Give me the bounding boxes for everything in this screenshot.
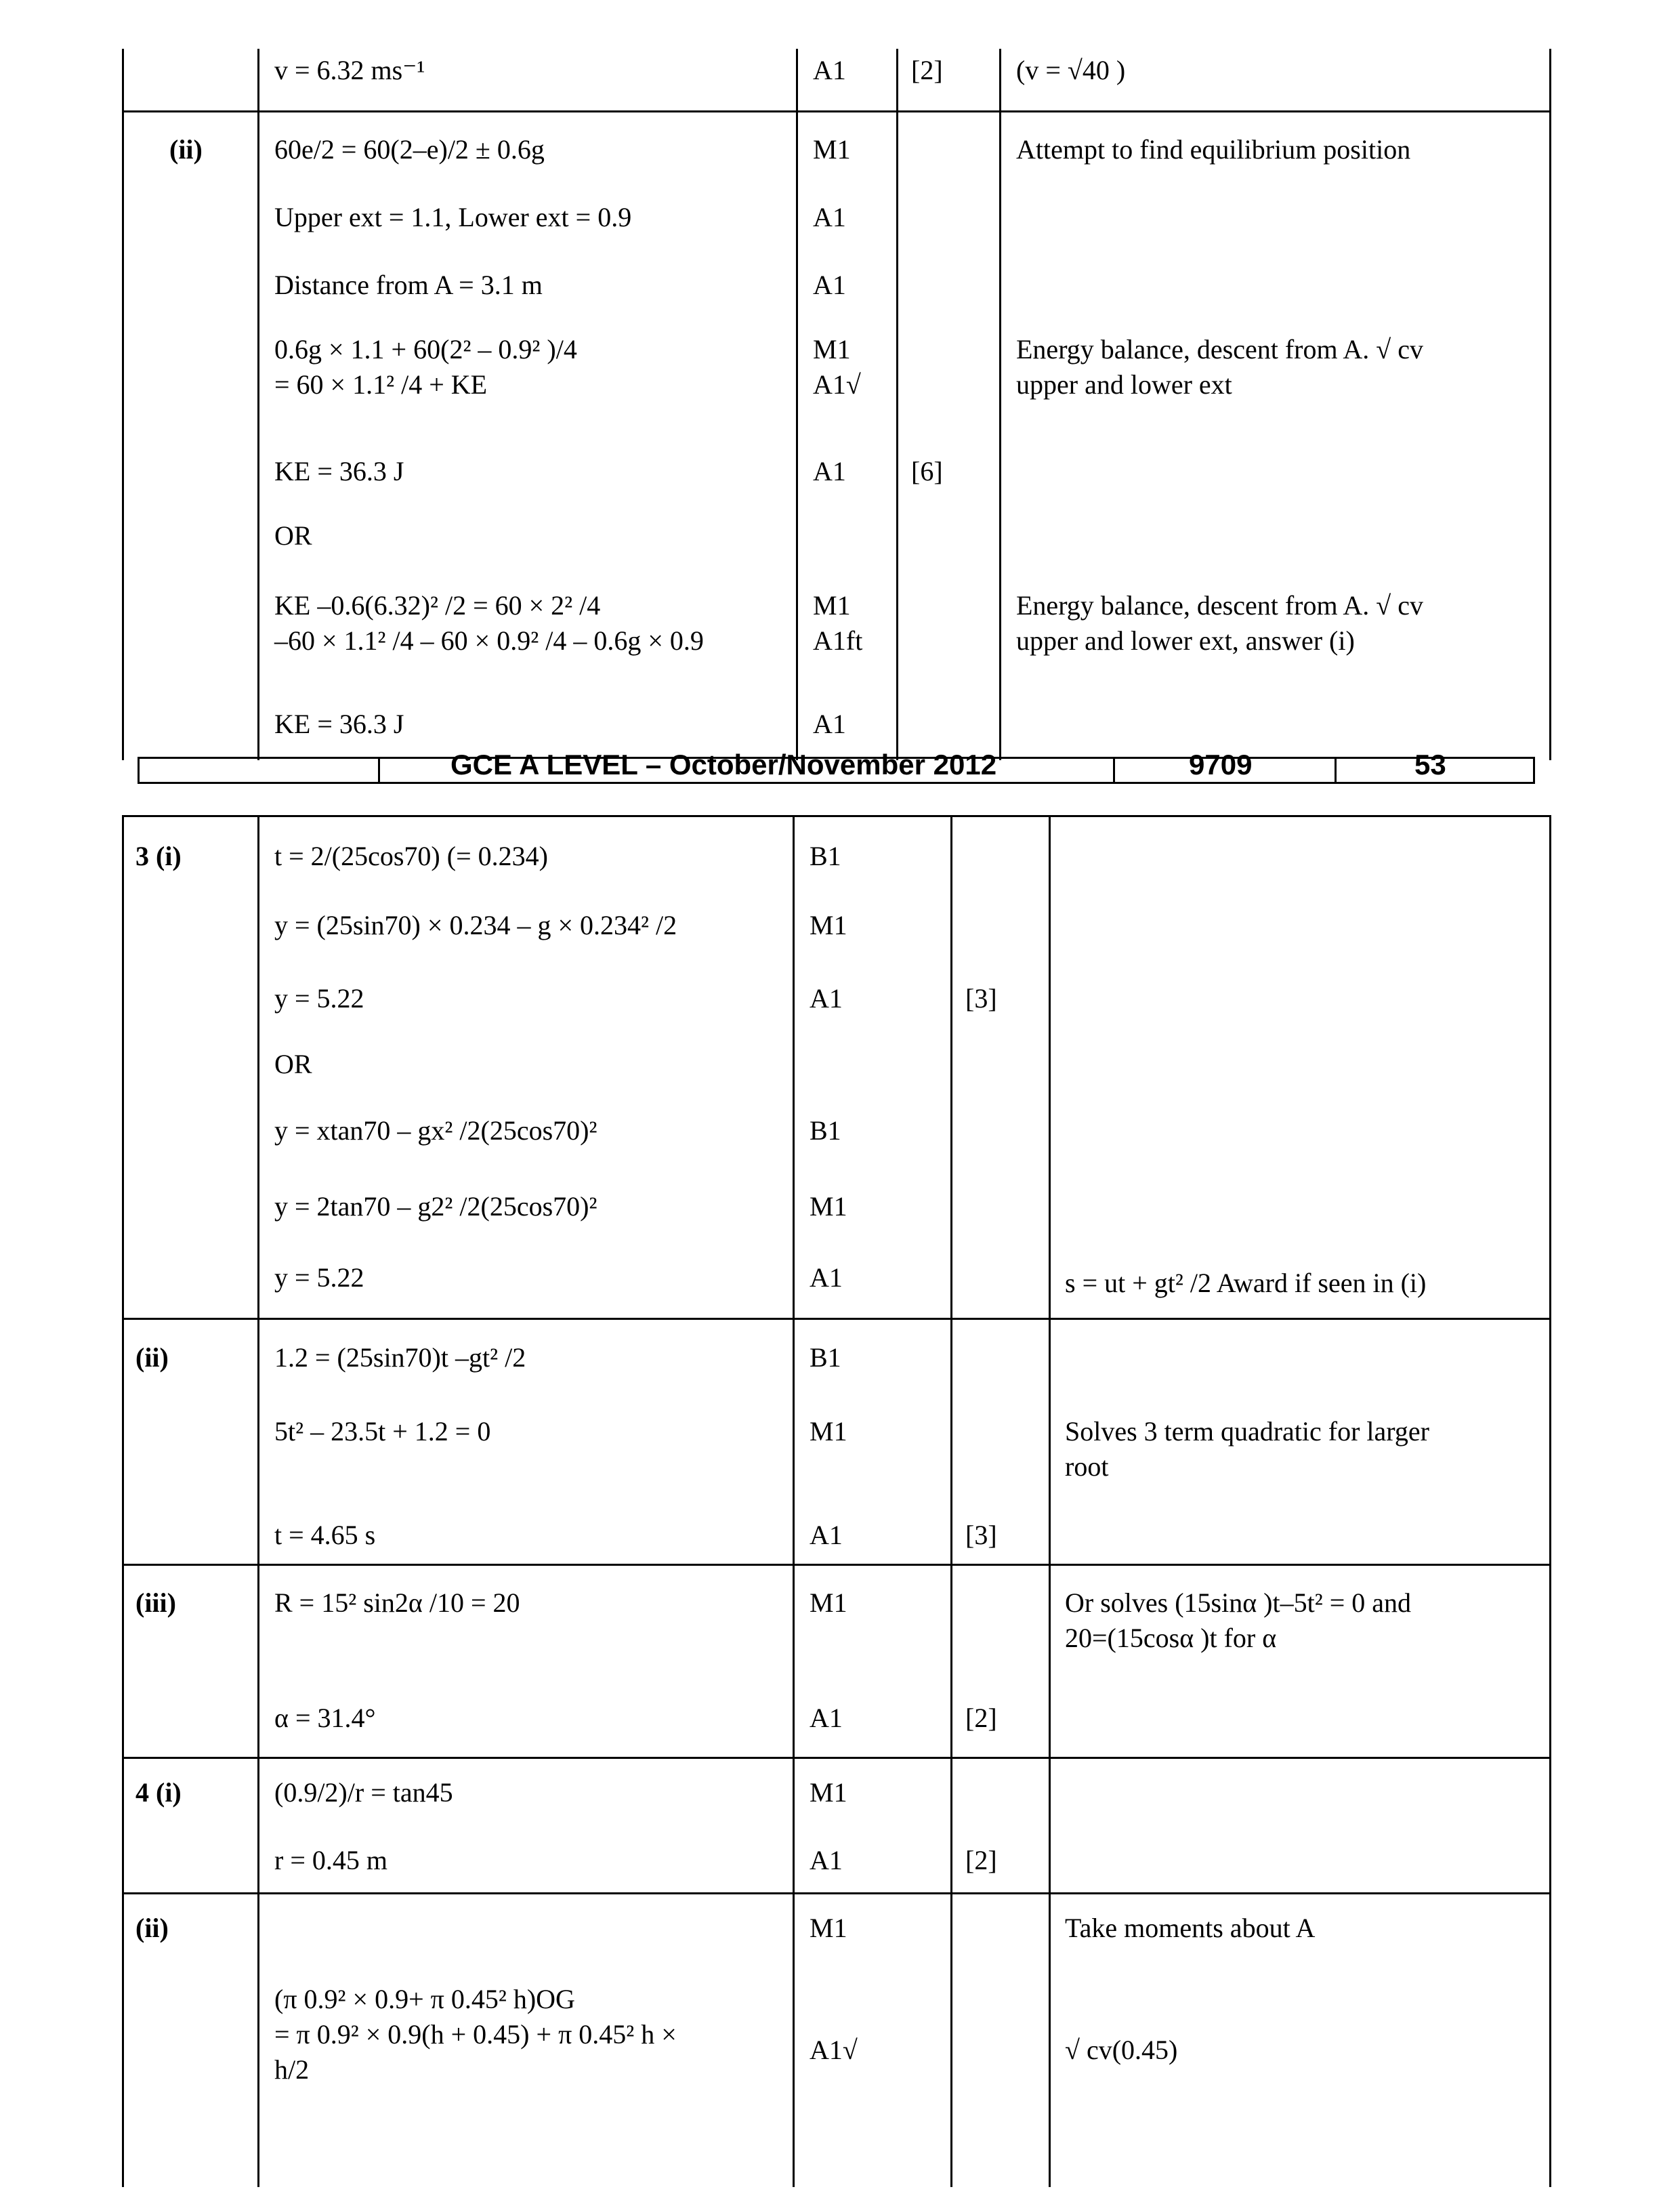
- mark-cell-line: M1: [810, 1191, 847, 1222]
- answer-cell-line: 1.2 = (25sin70)t –gt² /2: [274, 1342, 526, 1373]
- answer-cell: [274, 588, 704, 659]
- top-table-left-border: [122, 49, 124, 760]
- answer-cell-line: h/2: [274, 2054, 310, 2085]
- answer-cell: [274, 1340, 526, 1375]
- top-table-col-divider: [896, 49, 898, 760]
- total-marks-cell: [3]: [965, 983, 997, 1014]
- guidance-cell: [1016, 588, 1423, 659]
- mark-cell: [813, 268, 846, 303]
- mark-cell: [813, 707, 846, 742]
- mark-cell-line: A1: [813, 456, 846, 486]
- answer-cell-line: r = 0.45 m: [274, 1845, 387, 1875]
- answer-cell-line: α = 31.4°: [274, 1703, 376, 1733]
- guidance-cell-line: 20=(15cosα )t for α: [1065, 1623, 1277, 1653]
- answer-cell-line: y = xtan70 – gx² /2(25cos70)²: [274, 1115, 597, 1146]
- answer-cell: [274, 981, 364, 1016]
- answer-cell-line: y = 5.22: [274, 1262, 364, 1293]
- mark-cell-line: M1: [810, 910, 847, 940]
- mark-cell: [810, 1260, 843, 1295]
- answer-cell: [274, 518, 312, 554]
- answer-cell-line: t = 2/(25cos70) (= 0.234): [274, 841, 548, 871]
- question-part-label: 4 (i): [135, 1777, 182, 1808]
- mark-cell-line: M1: [810, 1587, 847, 1618]
- mark-cell: [810, 839, 841, 874]
- answer-cell: [274, 1518, 375, 1553]
- mark-cell: [810, 1701, 843, 1736]
- answer-cell-line: Distance from A = 3.1 m: [274, 270, 543, 300]
- mark-cell-line: A1: [813, 55, 846, 85]
- question-part-label: (ii): [135, 1342, 169, 1373]
- mark-cell: [810, 908, 847, 943]
- answer-cell: [274, 1843, 387, 1878]
- top-table-right-border: [1549, 49, 1551, 760]
- mark-cell: [810, 1189, 847, 1224]
- mark-cell-line: A1: [810, 983, 843, 1014]
- top-table-col-divider: [796, 49, 798, 760]
- answer-cell: [274, 1113, 597, 1148]
- answer-cell-line: KE = 36.3 J: [274, 709, 404, 739]
- mark-cell: [813, 454, 846, 489]
- guidance-cell-line: s = ut + gt² /2 Award if seen in (i): [1065, 1268, 1427, 1298]
- answer-cell-line: KE = 36.3 J: [274, 456, 404, 486]
- guidance-cell: [1016, 332, 1423, 402]
- answer-cell: [274, 1047, 312, 1082]
- mark-cell-line: M1: [810, 1913, 847, 1943]
- answer-cell-line: 5t² – 23.5t + 1.2 = 0: [274, 1416, 491, 1447]
- answer-cell-line: = 60 × 1.1² /4 + KE: [274, 369, 488, 400]
- guidance-cell-line: Or solves (15sinα )t–5t² = 0 and: [1065, 1587, 1412, 1618]
- answer-cell-line: R = 15² sin2α /10 = 20: [274, 1587, 520, 1618]
- answer-cell: [274, 1414, 490, 1449]
- mark-cell-line: B1: [810, 1115, 841, 1146]
- answer-cell-line: OR: [274, 520, 312, 551]
- answer-cell-line: KE –0.6(6.32)² /2 = 60 × 2² /4: [274, 590, 601, 621]
- mark-cell: [813, 200, 846, 235]
- answer-cell: [274, 1189, 597, 1224]
- mark-cell-line: A1: [810, 1520, 843, 1550]
- top-table-col-divider: [257, 49, 259, 760]
- mark-cell: [813, 53, 846, 88]
- answer-cell: [274, 132, 545, 167]
- mark-cell-line: M1: [813, 590, 851, 621]
- syllabus-code: 9709: [1189, 749, 1253, 781]
- mark-cell: [813, 132, 851, 167]
- mark-cell: [810, 1518, 843, 1553]
- question-part-label: 3 (i): [135, 841, 182, 871]
- mark-cell: [810, 1911, 847, 1946]
- guidance-cell: [1065, 1414, 1429, 1484]
- answer-cell-line: t = 4.65 s: [274, 1520, 376, 1550]
- mark-cell-line: M1: [810, 1416, 847, 1447]
- mark-cell: [810, 1113, 841, 1148]
- answer-cell: [274, 200, 631, 235]
- answer-cell: [274, 1585, 520, 1621]
- question-part-label: (ii): [169, 134, 203, 165]
- mark-cell-line: A1√: [813, 369, 861, 400]
- guidance-cell-line: Energy balance, descent from A. √ cv: [1016, 334, 1423, 365]
- total-marks-cell: [2]: [965, 1703, 997, 1733]
- question-part-label: (ii): [135, 1913, 169, 1943]
- guidance-cell-line: Take moments about A: [1065, 1913, 1316, 1943]
- answer-cell-line: OR: [274, 1049, 312, 1079]
- guidance-cell: [1016, 132, 1410, 167]
- question-part-label: (iii): [135, 1587, 176, 1618]
- answer-cell: [274, 1260, 364, 1295]
- guidance-cell-line: Energy balance, descent from A. √ cv: [1016, 590, 1423, 621]
- answer-cell-line: (π 0.9² × 0.9+ π 0.45² h)OG: [274, 1984, 575, 2014]
- paper-number: 53: [1414, 749, 1446, 781]
- mark-cell-line: B1: [810, 1342, 841, 1373]
- guidance-cell: [1065, 1266, 1426, 1301]
- guidance-cell: [1065, 1585, 1411, 1656]
- answer-cell-line: v = 6.32 ms⁻¹: [274, 55, 425, 85]
- mark-cell-line: A1: [810, 1845, 843, 1875]
- total-marks-cell: [2]: [911, 55, 943, 85]
- mark-cell-line: A1: [810, 1703, 843, 1733]
- answer-cell: [274, 332, 577, 402]
- mark-cell: [810, 1414, 847, 1449]
- mark-cell: [810, 981, 843, 1016]
- top-table-row-divider: [122, 110, 1551, 112]
- answer-cell-line: 60e/2 = 60(2–e)/2 ± 0.6g: [274, 134, 545, 165]
- answer-cell-line: –60 × 1.1² /4 – 60 × 0.9² /4 – 0.6g × 0.9: [274, 625, 704, 656]
- guidance-cell-line: upper and lower ext: [1016, 369, 1232, 400]
- mark-cell: [813, 588, 862, 659]
- mark-cell: [810, 1340, 841, 1375]
- answer-cell: [274, 839, 548, 874]
- top-table-col-divider: [999, 49, 1001, 760]
- answer-cell-line: y = 2tan70 – g2² /2(25cos70)²: [274, 1191, 597, 1222]
- guidance-cell-line: upper and lower ext, answer (i): [1016, 625, 1355, 656]
- mark-cell-line: A1√: [810, 2035, 858, 2065]
- exam-title: GCE A LEVEL – October/November 2012: [450, 749, 997, 781]
- answer-cell: [274, 454, 404, 489]
- guidance-cell: [1065, 1911, 1315, 1946]
- mark-cell: [813, 332, 861, 402]
- mark-cell-line: B1: [810, 841, 841, 871]
- guidance-cell-line: √ cv(0.45): [1065, 2035, 1178, 2065]
- mark-cell-line: A1: [810, 1262, 843, 1293]
- answer-cell: [274, 53, 425, 88]
- total-marks-cell: [2]: [965, 1845, 997, 1875]
- guidance-cell: [1016, 53, 1125, 88]
- mark-cell-line: M1: [813, 134, 851, 165]
- total-marks-cell: [6]: [911, 456, 943, 486]
- mark-cell-line: A1: [813, 270, 846, 300]
- answer-cell-line: y = (25sin70) × 0.234 – g × 0.234² /2: [274, 910, 677, 940]
- mark-cell-line: M1: [810, 1777, 847, 1808]
- mark-cell: [810, 1775, 847, 1810]
- answer-cell-line: 0.6g × 1.1 + 60(2² – 0.9² )/4: [274, 334, 577, 365]
- mark-cell-line: A1: [813, 709, 846, 739]
- total-marks-cell: [3]: [965, 1520, 997, 1550]
- mark-cell: [810, 1843, 843, 1878]
- mark-cell-line: A1ft: [813, 625, 863, 656]
- answer-cell-line: Upper ext = 1.1, Lower ext = 0.9: [274, 202, 632, 232]
- answer-cell: [274, 908, 677, 943]
- answer-cell: [274, 1982, 677, 2087]
- answer-cell: [274, 1775, 453, 1810]
- guidance-cell: [1065, 2033, 1177, 2068]
- answer-cell: [274, 1701, 376, 1736]
- mark-cell-line: M1: [813, 334, 851, 365]
- answer-cell: [274, 268, 543, 303]
- mark-cell-line: A1: [813, 202, 846, 232]
- answer-cell-line: = π 0.9² × 0.9(h + 0.45) + π 0.45² h ×: [274, 2019, 677, 2050]
- mark-cell: [810, 2033, 858, 2068]
- mark-cell: [810, 1585, 847, 1621]
- guidance-cell-line: root: [1065, 1451, 1109, 1482]
- guidance-cell-line: (v = √40 ): [1016, 55, 1126, 85]
- guidance-cell-line: Solves 3 term quadratic for larger: [1065, 1416, 1429, 1447]
- answer-cell-line: (0.9/2)/r = tan45: [274, 1777, 453, 1808]
- answer-cell-line: y = 5.22: [274, 983, 364, 1014]
- answer-cell: [274, 707, 404, 742]
- guidance-cell-line: Attempt to find equilibrium position: [1016, 134, 1411, 165]
